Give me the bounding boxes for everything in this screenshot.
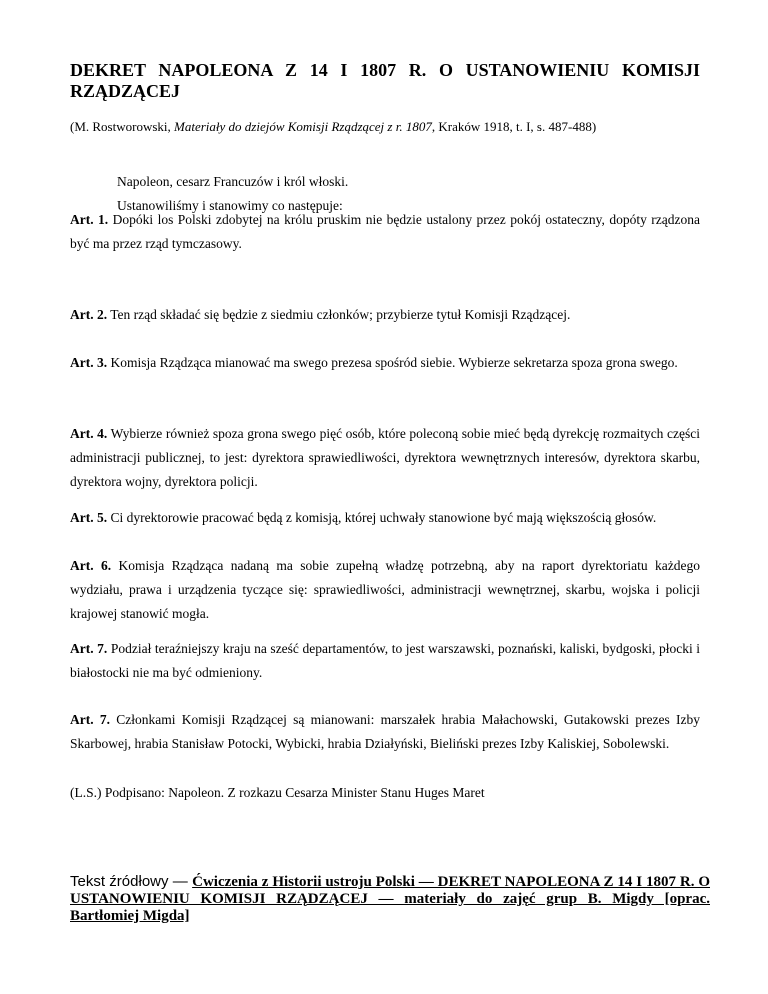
article-label: Art. 5. <box>70 510 108 525</box>
article-text: Komisja Rządząca nadaną ma sobie zupełną władzę potrzebną, aby na raport dyrektoriatu każdego wydziału, prawa i urządzenia tyczące się: sprawiedliwości, administracji wewnętrznej, skarbu, wojska i policji krajowej stanowić mogła. <box>70 558 700 621</box>
document-title <box>70 60 700 102</box>
article-text: Ten rząd składać się będzie z siedmiu członków; przybierze tytuł Komisji Rządzącej. <box>107 307 571 322</box>
article-6 <box>70 554 700 626</box>
source-prefix: (M. Rostworowski, <box>70 119 175 134</box>
article-label: Art. 1. <box>70 212 109 227</box>
article-label: Art. 3. <box>70 355 108 370</box>
article-text: Członkami Komisji Rządzącej są mianowani: marszałek hrabia Małachowski, Gutakowski prezes Izby Skarbowej, hrabia Stanisław Potocki, Wybicki, hrabia Działyński, Bieliński prezes Izby Kaliskiej, Sobolewski. <box>70 712 700 751</box>
article-7b <box>70 708 700 756</box>
intro-line-2: Ustanowiliśmy i stanowimy co następuje: <box>117 198 343 213</box>
source-title: Materiały do dziejów Komisji Rządzącej z r. 1807 <box>174 119 432 134</box>
signature-line: (L.S.) Podpisano: Napoleon. Z rozkazu Cesarza Minister Stanu Huges Maret <box>70 785 485 800</box>
article-1 <box>70 208 700 256</box>
article-text: Ci dyrektorowie pracować będą z komisją, której uchwały stanowione być mają większością głosów. <box>107 510 657 525</box>
article-label: Art. 2. <box>70 307 108 322</box>
article-label: Art. 7. <box>70 641 108 656</box>
article-text: Wybierze również spoza grona swego pięć osób, które poleconą sobie mieć będą dyrekcję rozmaitych części administracji publicznej, to jest: dyrektora sprawiedliwości, dyrektora wewnętrznych interesów, dyrektora skarbu, dyrektora wojny, dyrektora policji. <box>70 426 700 489</box>
article-5 <box>70 506 700 530</box>
intro-line-1: Napoleon, cesarz Francuzów i król włoski. <box>117 174 349 189</box>
article-label: Art. 6. <box>70 558 112 573</box>
source-citation <box>70 118 710 135</box>
article-7 <box>70 637 700 685</box>
document-title-line2: RZĄDZĄCEJ <box>70 81 181 101</box>
footer-lead: Tekst źródłowy — <box>70 873 193 890</box>
article-4 <box>70 422 700 494</box>
article-text: Podział teraźniejszy kraju na sześć departamentów, to jest warszawski, poznański, kaliski, bydgoski, płocki i białostocki nie ma być odmieniony. <box>70 641 700 680</box>
article-3 <box>70 351 700 375</box>
article-text: Komisja Rządząca mianować ma swego prezesa spośród siebie. Wybierze sekretarza spoza grona swego. <box>107 355 678 370</box>
article-label: Art. 4. <box>70 426 108 441</box>
document-title-line1: DEKRET NAPOLEONA Z 14 I 1807 R. O USTANOWIENIU KOMISJI <box>70 60 700 80</box>
source-link[interactable]: Ćwiczenia z Historii ustroju Polski — DEKRET NAPOLEONA Z 14 I 1807 R. O USTANOWIENIU KOMISJI RZĄDZĄCEJ — materiały do zajęć grup B. Migdy [oprac. Bartłomiej Migda] <box>70 874 710 924</box>
source-suffix: , Kraków 1918, t. I, s. 487-488) <box>431 119 597 134</box>
article-text: Dopóki los Polski zdobytej na królu pruskim nie będzie ustalony przez pokój ostateczny, dopóty rządzona być ma przez rząd tymczasowy. <box>70 212 700 251</box>
article-label: Art. 7. <box>70 712 110 727</box>
article-2 <box>70 303 700 327</box>
source-footer <box>70 873 710 925</box>
